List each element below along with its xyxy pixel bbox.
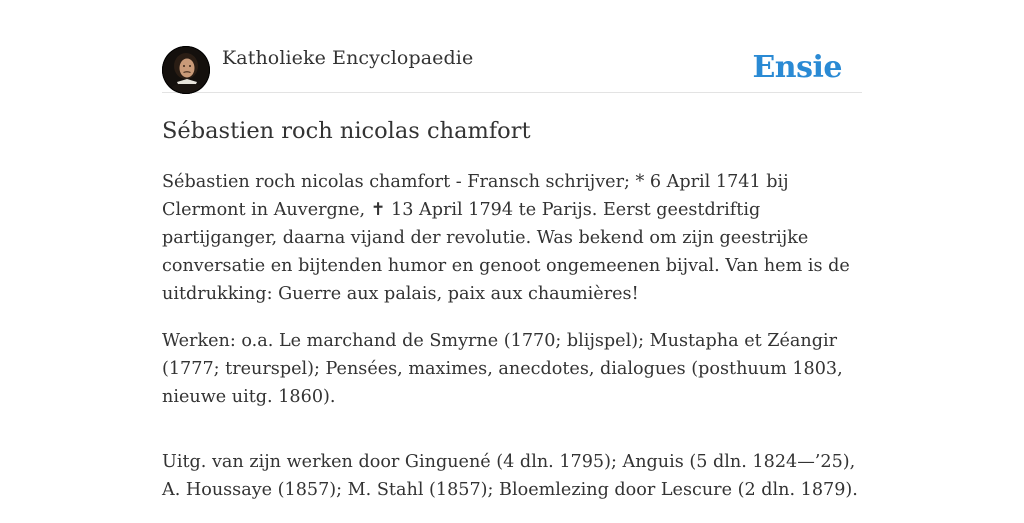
site-name[interactable]: Katholieke Encyclopaedie <box>222 47 474 69</box>
article-paragraph-editions: Uitg. van zijn werken door Ginguené (4 dln. 1795); Anguis (5 dln. 1824—’25), A. Houssaye (1857); M. Stahl (1857); Bloemlezing door Lescure (2 dln. 1879). <box>162 452 858 500</box>
brand-logo[interactable]: Ensie <box>752 50 842 85</box>
article-body <box>162 168 862 523</box>
article-paragraph-works: Werken: o.a. Le marchand de Smyrne (1770; blijspel); Mustapha et Zéangir (1777; treurspel); Pensées, maximes, anecdotes, dialogues (posthuum 1803, nieuwe uitg. 1860). <box>162 331 843 407</box>
page-title: Sébastien roch nicolas chamfort <box>162 118 531 144</box>
site-header <box>162 46 862 93</box>
portrait-avatar-icon[interactable] <box>162 46 210 94</box>
article-paragraph-intro: Sébastien roch nicolas chamfort - Fransch schrijver; * 6 April 1741 bij Clermont in Auvergne, ✝ 13 April 1794 te Parijs. Eerst geestdriftig partijganger, daarna vijand der revolutie. Was bekend om zijn geestrijke conversatie en bijtenden humor en genoot ongemeenen bijval. Van hem is de uitdrukking: Guerre aux palais, paix aux chaumières! <box>162 172 850 304</box>
